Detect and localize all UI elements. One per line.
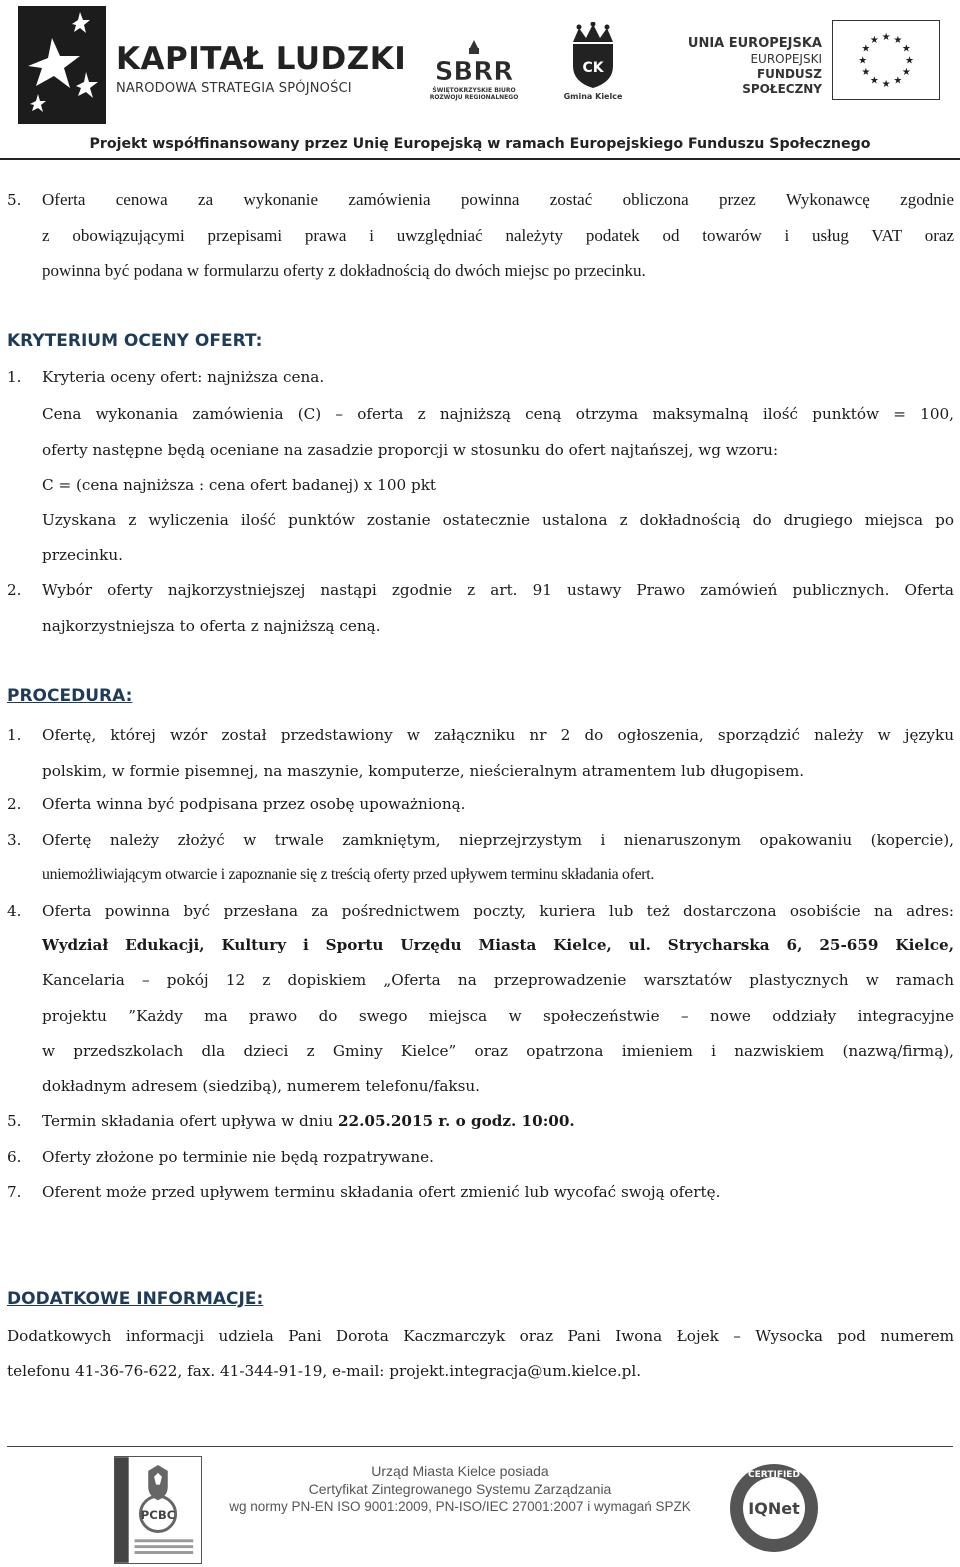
p3-line2: uniemożliwiającym otwarcie i zapoznanie się z treścią oferty przed upływem terminu składania ofert. bbox=[42, 866, 655, 883]
dodatkowe-heading: DODATKOWE INFORMACJE: bbox=[7, 1289, 264, 1309]
eu-star-icon: ★ bbox=[858, 55, 867, 67]
p1-line2: polskim, w formie pisemnej, na maszynie, komputerze, nieścieralnym atramentem lub długopisem. bbox=[42, 762, 805, 780]
p7-line1: Oferent może przed upływem terminu składania ofert zmienić lub wycofać swoją ofertę. bbox=[42, 1183, 721, 1201]
footer-certificate-text bbox=[220, 1462, 700, 1516]
p4-line5: w przedszkolach dla dzieci z Gminy Kielce” oraz opatrzona imieniem i nazwiskiem (nazwą/firmą), bbox=[42, 1042, 954, 1060]
k1-line2: Cena wykonania zamówienia (C) – oferta z najniższą ceną otrzyma maksymalną ilość punktów = 100, bbox=[42, 405, 954, 423]
project-banner-text: Projekt współfinansowany przez Unię Europejską w ramach Europejskiego Funduszu Społecznego bbox=[89, 136, 871, 152]
p2-number: 2. bbox=[7, 795, 22, 813]
kapital-ludzki-text bbox=[116, 41, 407, 96]
sbrr-emblem-icon bbox=[431, 38, 517, 88]
procedura-heading: PROCEDURA: bbox=[7, 686, 133, 706]
k2-number: 2. bbox=[7, 581, 22, 599]
eu-star-icon: ★ bbox=[861, 67, 871, 79]
p5b-line1 bbox=[42, 1111, 575, 1131]
sbrr-line1: ŚWIĘTOKRZYSKIE BIURO bbox=[432, 87, 516, 94]
eu-star-icon: ★ bbox=[869, 35, 879, 47]
p5-line3: powinna być podana w formularzu oferty z dokładnością do dwóch miejsc po przecinku. bbox=[42, 261, 646, 280]
eu-star-icon: ★ bbox=[901, 43, 911, 55]
p5-line1: Oferta cenowa za wykonanie zamówienia powinna zostać obliczona przez Wykonawcę zgodnie bbox=[42, 190, 954, 209]
p4-address: Wydział Edukacji, Kultury i Sportu Urzędu Miasta Kielce, ul. Strycharska 6, 25-659 Kielce, bbox=[42, 936, 954, 954]
project-banner bbox=[0, 130, 960, 160]
k2-line2: najkorzystniejsza to oferta z najniższą ceną. bbox=[42, 617, 381, 635]
eu-line3: FUNDUSZ SPOŁECZNY bbox=[742, 67, 822, 96]
kl-subtitle: NARODOWA STRATEGIA SPÓJNOŚCI bbox=[116, 81, 352, 96]
eu-star-icon: ★ bbox=[905, 55, 914, 67]
kapital-ludzki-logo bbox=[18, 6, 106, 124]
iqnet-label: IQNet bbox=[748, 1499, 800, 1518]
eu-star-icon: ★ bbox=[861, 43, 871, 55]
k1-formula: C = (cena najniższa : cena ofert badanej) x 100 pkt bbox=[42, 476, 437, 494]
eu-flag-icon bbox=[832, 20, 940, 100]
p3-number: 3. bbox=[7, 831, 22, 849]
footer-divider bbox=[7, 1446, 953, 1447]
page-header bbox=[0, 0, 960, 160]
p4-line6: dokładnym adresem (siedzibą), numerem telefonu/faksu. bbox=[42, 1077, 480, 1095]
p6-line1: Oferty złożone po terminie nie będą rozpatrywane. bbox=[42, 1148, 434, 1166]
dodatkowe-line1: Dodatkowych informacji udziela Pani Dorota Kaczmarczyk oraz Pani Iwona Łojek – Wysocka pod numerem bbox=[7, 1327, 954, 1345]
p5b-deadline: 22.05.2015 r. o godz. 10:00. bbox=[337, 1112, 575, 1130]
k2-line1: Wybór oferty najkorzystniejszej nastąpi zgodnie z art. 91 ustawy Prawo zamówień publicznych. Oferta bbox=[42, 581, 954, 599]
gmina-kielce-logo bbox=[560, 22, 626, 101]
p4-line4: projektu ”Każdy ma prawo do swego miejsca w społeczeństwie – nowe oddziały integracyjne bbox=[42, 1007, 954, 1025]
p5b-text: Termin składania ofert upływa w dniu bbox=[42, 1112, 338, 1130]
pcbc-label: PCBC bbox=[140, 1507, 176, 1522]
kl-title: KAPITAŁ LUDZKI bbox=[116, 41, 407, 77]
k1-line1: Kryteria oceny ofert: najniższa cena. bbox=[42, 368, 325, 386]
eu-star-icon: ★ bbox=[869, 75, 879, 87]
eu-line1: UNIA EUROPEJSKA bbox=[687, 36, 822, 51]
p1-number: 1. bbox=[7, 726, 22, 744]
p3-line1: Ofertę należy złożyć w trwale zamkniętym, nieprzejrzystym i nienaruszonym opakowaniu (kopercie), bbox=[42, 831, 954, 849]
eu-star-icon: ★ bbox=[881, 32, 891, 44]
p6-number: 6. bbox=[7, 1148, 22, 1166]
svg-text:CK: CK bbox=[582, 60, 604, 76]
eu-star-icon: ★ bbox=[893, 75, 903, 87]
dodatkowe-line2: telefonu 41-36-76-622, fax. 41-344-91-19, e-mail: projekt.integracja@um.kielce.pl. bbox=[7, 1362, 642, 1380]
p4-line3: Kancelaria – pokój 12 z dopiskiem „Oferta na przeprowadzenie warsztatów plastycznych w ramach bbox=[42, 971, 954, 989]
crown-crest-icon bbox=[569, 22, 617, 90]
sbrr-logo bbox=[424, 38, 524, 102]
footer-line1: Urząd Miasta Kielce posiada bbox=[371, 1463, 549, 1479]
svg-text:SBRR: SBRR bbox=[434, 57, 514, 87]
eu-star-icon: ★ bbox=[901, 67, 911, 79]
k1-line3: oferty następne będą oceniane na zasadzie proporcji w stosunku do ofert najtańszej, wg wzoru: bbox=[42, 441, 779, 459]
iqnet-certified-logo bbox=[728, 1462, 820, 1554]
kryterium-heading: KRYTERIUM OCENY OFERT: bbox=[7, 331, 263, 351]
gmina-label: Gmina Kielce bbox=[563, 92, 623, 101]
p5-number: 5. bbox=[7, 191, 22, 209]
p4-line1: Oferta powinna być przesłana za pośrednictwem poczty, kuriera lub też dostarczona osobiście na adres: bbox=[42, 902, 954, 920]
pcbc-certificate-logo bbox=[114, 1456, 202, 1564]
footer-line3: wg normy PN-EN ISO 9001:2009, PN-ISO/IEC 27001:2007 i wymagań SPZK bbox=[229, 1499, 691, 1514]
eu-line2: EUROPEJSKI bbox=[750, 52, 822, 66]
iqnet-ring: CERTIFIED bbox=[748, 1470, 800, 1480]
footer-line2: Certyfikat Zintegrowanego Systemu Zarządzania bbox=[308, 1481, 612, 1497]
k1-line5: Uzyskana z wyliczenia ilość punktów zostanie ostatecznie ustalona z dokładnością do drugiego miejsca po bbox=[42, 511, 954, 529]
p4-number: 4. bbox=[7, 902, 22, 920]
p7-number: 7. bbox=[7, 1183, 22, 1201]
p2-line1: Oferta winna być podpisana przez osobę upoważnioną. bbox=[42, 795, 466, 813]
k1-number: 1. bbox=[7, 368, 22, 386]
eu-star-icon: ★ bbox=[893, 35, 903, 47]
p5-line2: z obowiązującymi przepisami prawa i uwzględniać należyty podatek od towarów i usług VAT oraz bbox=[42, 226, 954, 245]
eu-text bbox=[680, 36, 822, 97]
p5b-number: 5. bbox=[7, 1112, 22, 1130]
eu-star-icon: ★ bbox=[881, 78, 891, 90]
sbrr-line2: ROZWOJU REGIONALNEGO bbox=[429, 93, 519, 101]
k1-line6: przecinku. bbox=[42, 546, 123, 564]
p1-line1: Ofertę, której wzór został przedstawiony w załączniku nr 2 do ogłoszenia, sporządzić należy w języku bbox=[42, 726, 954, 744]
